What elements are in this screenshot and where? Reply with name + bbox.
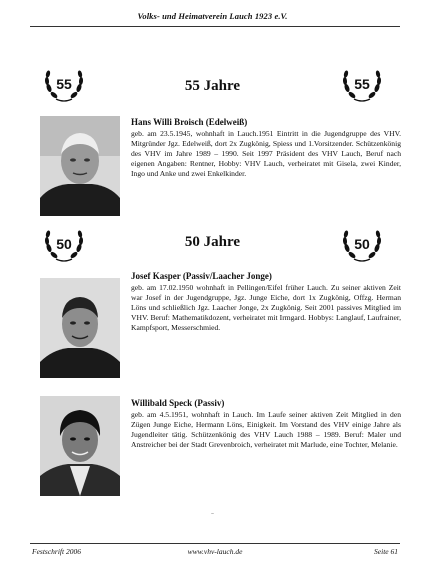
- portrait-photo-speck: [40, 396, 120, 496]
- footer-page-number: Seite 61: [374, 547, 398, 556]
- footer: [30, 547, 400, 557]
- person-bio-broisch: geb. am 23.5.1945, wohnhaft in Lauch.1951 Eintritt in die Jugendgruppe des VHV. Mitgründer Jgz. Edelweiß, dort 2x Zugkönig, Spiess und 1.Vorsitzender. Schützenkönig des VHV im Jahre 1989 – 1990. Seit 1997 Präsident des VHV Lauch, Beruf nach eigenen Angaben: Rentner, Hobby: VHV Lauch, verheiratet mit Gisela, zwei Kinder, Ingo und Anke und zwei Enkelkinder.: [131, 129, 401, 178]
- footer-website: www.vhv-lauch.de: [187, 547, 243, 556]
- header-title: Volks- und Heimatverein Lauch 1923 e.V.: [137, 11, 288, 21]
- laurel-wreath-50-left-icon: [42, 226, 86, 264]
- portrait-photo-broisch: [40, 116, 120, 216]
- laurel-wreath-55-right-icon: [340, 66, 384, 104]
- svg-text:55: 55: [354, 76, 370, 92]
- svg-text:50: 50: [354, 236, 370, 252]
- header-rule: [30, 26, 400, 27]
- page-marker: –: [211, 512, 214, 517]
- person-bio-kasper: geb. am 17.02.1950 wohnhaft in Pellingen/Eifel früher Lauch. Zu seiner aktiven Zeit war Josef in der Jugendgruppe, Jgz. Junge Eiche, dort 1x Zugkönig, Offzg. Herman Löns und schließlich Jgz. Laacher Jonge, 2x Zugkönig. Seit 2001 passives Mitglied im VHV. Beruf: Mathematikdozent, verheiratet mit Irmgard. Hobbys: Langlauf, Laufrainer, Kampfsport, Messerschmied.: [131, 283, 401, 332]
- footer-left: Festschrift 2006: [32, 547, 81, 556]
- section-heading-55: 55 Jahre: [184, 78, 241, 94]
- svg-text:55: 55: [56, 76, 72, 92]
- person-bio-speck: geb. am 4.5.1951, wohnhaft in Lauch. Im Laufe seiner aktiven Zeit Mitglied in den Zügen Junge Eiche, Hermann Löns, Einigkeit. Im Vorstand des VHV einige Jahre als Jugendleiter tätig. Schützenkönig des VHV Lauch 1988 – 1989. Beruf: Maler und Anstreicher bei der Stadt Grevenbroich, verheiratet mit Marlude, eine Tochter, Melanie.: [131, 410, 401, 449]
- portrait-photo-kasper: [40, 278, 120, 378]
- footer-rule: [30, 543, 400, 544]
- svg-text:50: 50: [56, 236, 72, 252]
- person-name-speck: Willibald Speck (Passiv): [131, 398, 225, 408]
- laurel-wreath-50-right-icon: [340, 226, 384, 264]
- laurel-wreath-55-left-icon: [42, 66, 86, 104]
- section-heading-50: 50 Jahre: [184, 234, 241, 250]
- person-name-kasper: Josef Kasper (Passiv/Laacher Jonge): [131, 271, 272, 281]
- person-name-broisch: Hans Willi Broisch (Edelweiß): [131, 117, 248, 127]
